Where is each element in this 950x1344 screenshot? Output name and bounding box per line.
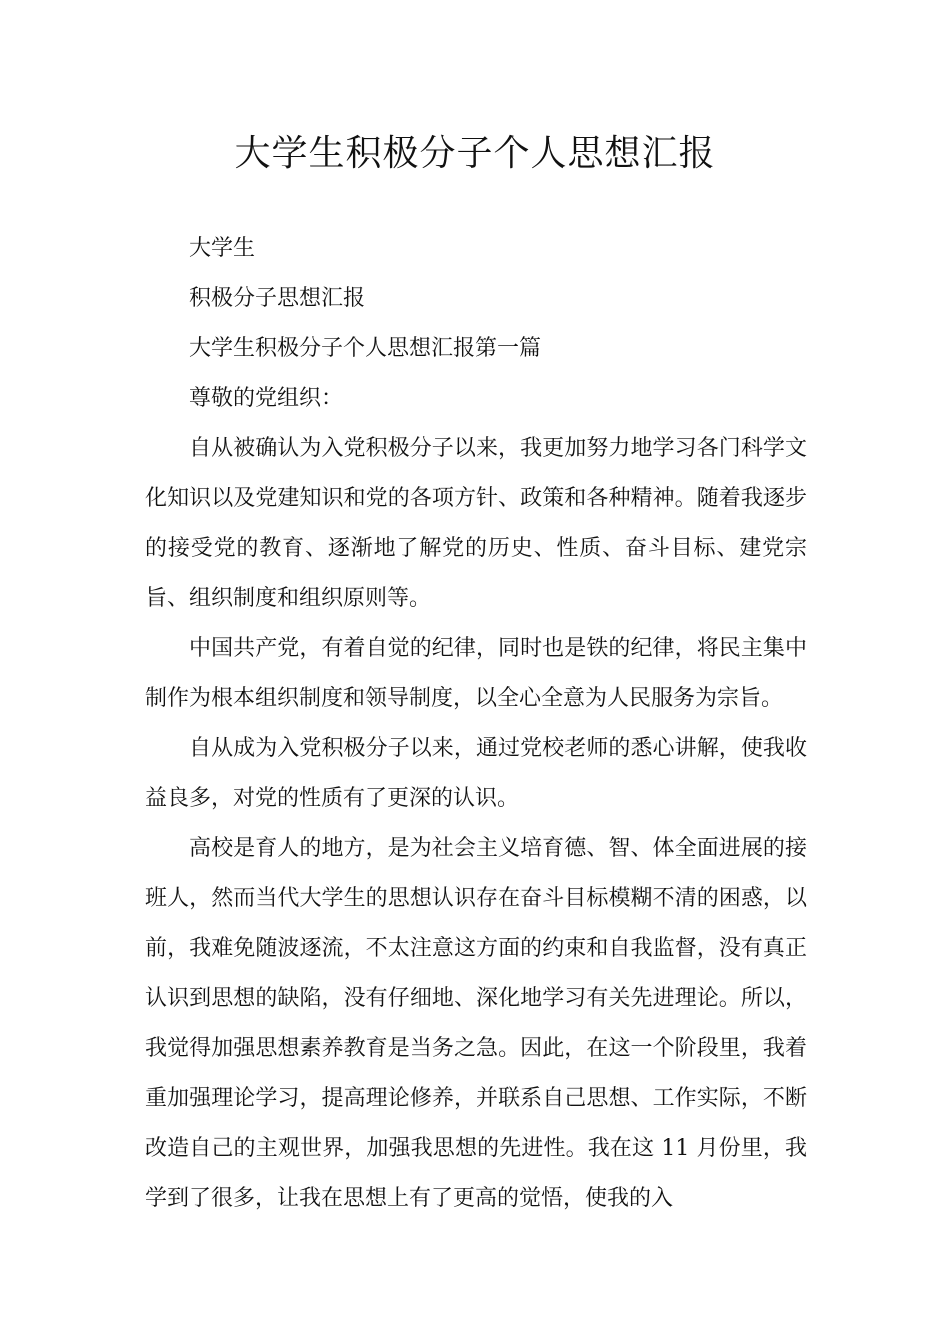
paragraph: 积极分子思想汇报 [189, 286, 366, 311]
paragraph: 高校是育人的地方，是为社会主义培育德、智、体全面进展的接班人，然而当代大学生的思想认识存在奋斗目标模糊不清的困惑，以前，我难免随波逐流，不太注意这方面的约束和自我监督，没有真正认识到思想的缺陷，没有仔细地、深化地学习有关先进理论。所以，我觉得加强思想素养教育是当务之急。因此，在这一个阶段里，我着重加强理论学习，提高理论修养，并联系自己思想、工作实际，不断改造自己的主观世界，加强我思想的先进性。我在这 11 月份里，我学到了很多，让我在思想上有了更高的觉悟，使我的入 [145, 836, 807, 1211]
paragraph: 中国共产党，有着自觉的纪律，同时也是铁的纪律，将民主集中制作为根本组织制度和领导制度，以全心全意为人民服务为宗旨。 [145, 636, 807, 711]
paragraph: 自从成为入党积极分子以来，通过党校老师的悉心讲解，使我收益良多，对党的性质有了更深的认识。 [145, 736, 807, 811]
paragraph: 大学生积极分子个人思想汇报第一篇 [189, 336, 542, 361]
document-title: 大学生积极分子个人思想汇报 [234, 133, 716, 174]
paragraph: 自从被确认为入党积极分子以来，我更加努力地学习各门科学文化知识以及党建知识和党的各项方针、政策和各种精神。随着我逐步的接受党的教育、逐渐地了解党的历史、性质、奋斗目标、建党宗旨、组织制度和组织原则等。 [145, 436, 807, 611]
document-body [145, 224, 807, 1224]
paragraph: 大学生 [189, 236, 256, 261]
salutation: 尊敬的党组织： [189, 386, 344, 411]
